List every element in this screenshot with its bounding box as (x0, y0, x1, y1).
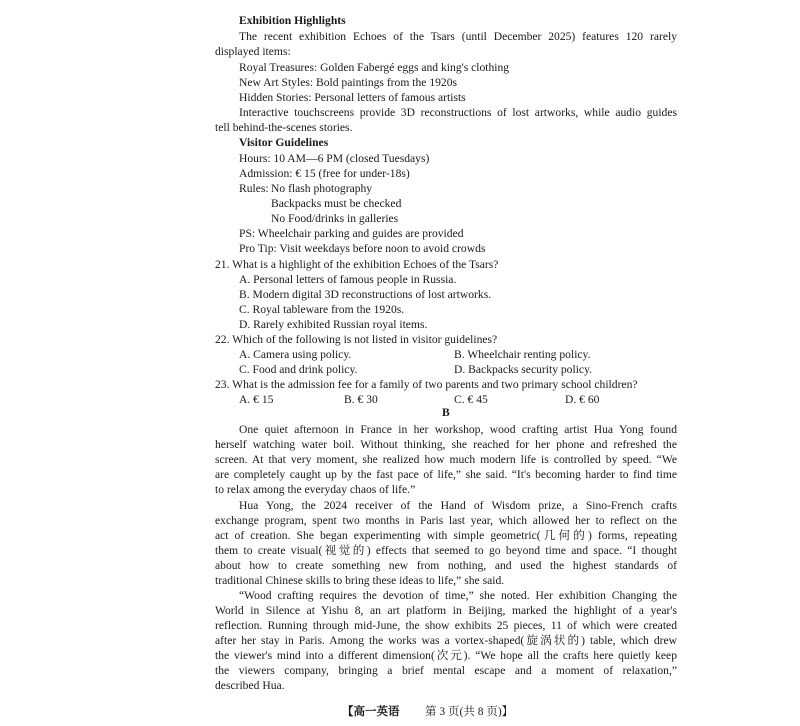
guidelines-rules-label: Rules: (239, 182, 269, 195)
guidelines-hours: Hours: 10 AM—6 PM (closed Tuesdays) (239, 152, 430, 165)
question-23-stem: 23. What is the admission fee for a family of two parents and two primary school children? (215, 378, 638, 391)
passage-b-p3-line: the viewers company, bringing a brief mental escape and a moment of relaxation,” (215, 664, 677, 677)
exhibition-intro-line2: displayed items: (215, 45, 291, 58)
passage-b-p3-line: after her stay in Paris. Among the works was a vortex-shaped(旋涡状的) table, which drew (215, 634, 677, 647)
question-22-stem: 22. Which of the following is not listed in visitor guidelines? (215, 333, 498, 346)
passage-b-p1-line: are completely caught up by the fast pace of life,” she said. “It's becoming harder to find time (215, 468, 677, 481)
guidelines-ps: PS: Wheelchair parking and guides are provided (239, 227, 464, 240)
question-23-option-c: C. € 45 (454, 393, 488, 406)
exhibition-interactive-line1: Interactive touchscreens provide 3D reconstructions of lost artworks, while audio guides (239, 106, 677, 119)
passage-b-p2-line: Hua Yong, the 2024 receiver of the Hand of Wisdom prize, a Sino-French crafts (239, 499, 677, 512)
guidelines-rule-flash: No flash photography (271, 182, 373, 195)
passage-b-p3-line: “Wood crafting requires the devotion of time,” she noted. Her exhibition Changing the (239, 589, 677, 602)
question-21-stem: 21. What is a highlight of the exhibition Echoes of the Tsars? (215, 258, 499, 271)
exhibition-heading: Exhibition Highlights (239, 14, 346, 27)
passage-b-p3-line: World in Silence at Yishu 8, an art platform in Beijing, marked the highlight of a year's (215, 604, 677, 617)
passage-b-p2-line: traditional Chinese skills to bring these ideas to life,” she said. (215, 574, 505, 587)
passage-b-p1-line: herself watching water boil. Without thinking, she reached for her phone and refreshed the (215, 438, 677, 451)
exhibition-item-royal: Royal Treasures: Golden Fabergé eggs and king's clothing (239, 61, 510, 74)
question-21-option-c: C. Royal tableware from the 1920s. (239, 303, 405, 316)
question-22-option-a: A. Camera using policy. (239, 348, 352, 361)
exhibition-item-art: New Art Styles: Bold paintings from the 1920s (239, 76, 458, 89)
passage-b-p2-line: them to create visual(视觉的) effects that seemed to go beyond time and space. “I thought (215, 544, 677, 557)
passage-b-p3-line: described Hua. (215, 679, 285, 692)
exhibition-intro-line1: The recent exhibition Echoes of the Tsars (until December 2025) features 120 rarely (239, 30, 677, 43)
passage-b-p2-line: exchange program, spent two months in Paris last year, which allowed her to reflect on the (215, 514, 677, 527)
question-22-option-c: C. Food and drink policy. (239, 363, 358, 376)
exhibition-item-stories: Hidden Stories: Personal letters of famous artists (239, 91, 466, 104)
passage-b-p1-line: screen. At that very moment, she realized how much modern life is controlled by speed. “We (215, 453, 677, 466)
question-22-option-d: D. Backpacks security policy. (454, 363, 593, 376)
question-21-option-d: D. Rarely exhibited Russian royal items. (239, 318, 428, 331)
passage-b-p1-line: to relax among the everyday chaos of life.” (215, 483, 416, 496)
passage-b-p2-line: act of creation. She began experimenting with simple geometric(几何的) forms, repeating (215, 529, 677, 542)
guidelines-rule-food: No Food/drinks in galleries (271, 212, 399, 225)
guidelines-rule-backpacks: Backpacks must be checked (271, 197, 402, 210)
passage-b-p3-line: reflection. Running through mid-June, the show exhibits 25 pieces, 11 of which were created (215, 619, 677, 632)
passage-b-p2-line: about how to create something new from nothing, and used the highest standards of (215, 559, 677, 572)
passage-b-p3-line: the viewer's mind into a different dimension(次元). “We hope all the crafts here quietly keep (215, 649, 677, 662)
guidelines-heading: Visitor Guidelines (239, 136, 329, 149)
question-21-option-b: B. Modern digital 3D reconstructions of lost artworks. (239, 288, 492, 301)
exhibition-interactive-line2: tell behind-the-scenes stories. (215, 121, 353, 134)
guidelines-pro-tip: Pro Tip: Visit weekdays before noon to avoid crowds (239, 242, 486, 255)
question-23-option-b: B. € 30 (344, 393, 378, 406)
question-23-option-d: D. € 60 (565, 393, 600, 406)
question-22-option-b: B. Wheelchair renting policy. (454, 348, 591, 361)
question-23-option-a: A. € 15 (239, 393, 274, 406)
footer-subject: 【高一英语 (342, 706, 400, 718)
section-b-label: B (442, 406, 450, 419)
question-21-option-a: A. Personal letters of famous people in Russia. (239, 273, 457, 286)
footer-page-number: 第 3 页(共 8 页)】 (425, 706, 514, 718)
passage-b-p1-line: One quiet afternoon in France in her workshop, wood crafting artist Hua Yong found (239, 423, 677, 436)
guidelines-admission: Admission: € 15 (free for under-18s) (239, 167, 410, 180)
